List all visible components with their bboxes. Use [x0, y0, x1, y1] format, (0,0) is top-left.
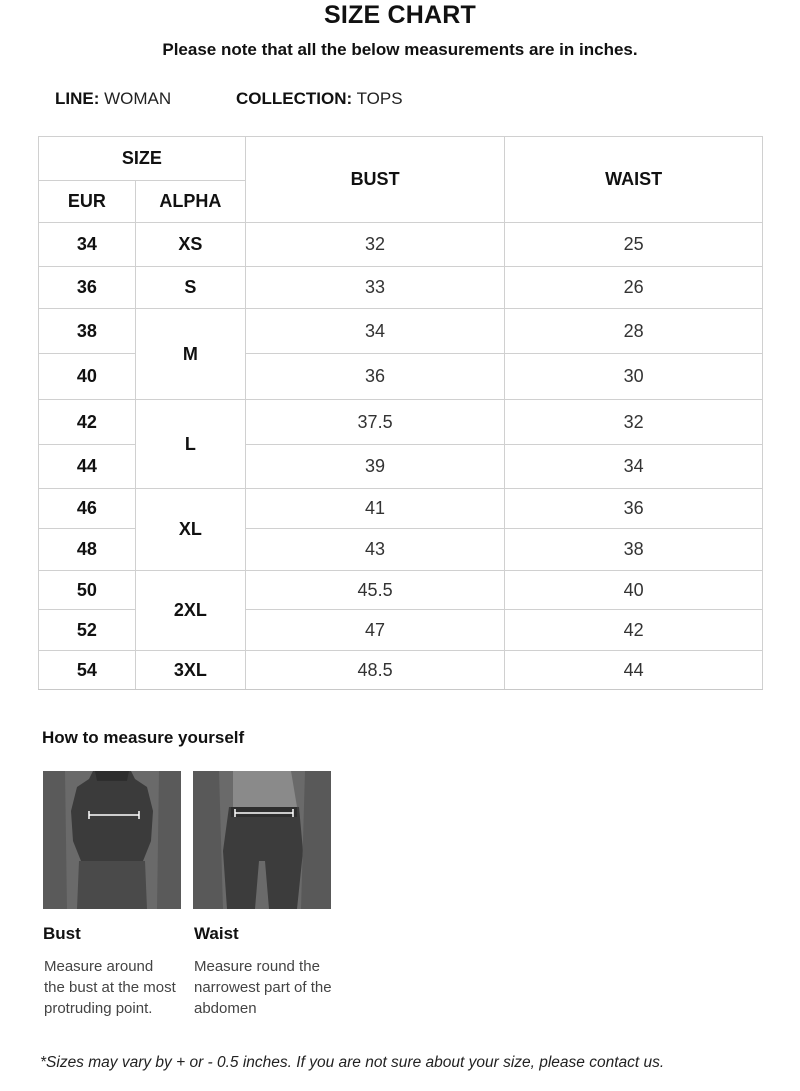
eur-header: EUR: [39, 181, 136, 223]
size-disclaimer: *Sizes may vary by + or - 0.5 inches. If you are not sure about your size, please contact us.: [40, 1054, 665, 1071]
waist-label: Waist: [194, 924, 239, 943]
alpha-cell: 2XL: [135, 571, 245, 651]
bust-measure-photo: [43, 771, 181, 909]
table-row: [39, 651, 763, 690]
waist-description: [194, 956, 332, 1019]
eur-cell: 38: [39, 309, 136, 354]
bust-cell: 32: [245, 223, 505, 267]
measurement-note: Please note that all the below measurements are in inches.: [162, 40, 638, 59]
collection-value: TOPS: [356, 89, 403, 108]
table-row: [39, 400, 763, 445]
page-title: SIZE CHART: [324, 1, 476, 29]
bust-cell: 34: [245, 309, 505, 354]
waist-cell: 32: [505, 400, 763, 445]
eur-cell: 36: [39, 267, 136, 309]
waist-description-line: Measure round the: [194, 958, 320, 975]
collection-info: [236, 88, 403, 110]
alpha-cell: XL: [135, 489, 245, 571]
waist-cell: 42: [505, 610, 763, 651]
waist-cell: 44: [505, 651, 763, 690]
table-row: [39, 489, 763, 529]
waist-header: WAIST: [505, 137, 763, 223]
eur-cell: 44: [39, 445, 136, 489]
bust-cell: 47: [245, 610, 505, 651]
size-header: SIZE: [39, 137, 246, 181]
eur-cell: 34: [39, 223, 136, 267]
eur-cell: 48: [39, 529, 136, 571]
bust-description-line: protruding point.: [44, 1000, 153, 1017]
waist-cell: 30: [505, 354, 763, 400]
eur-cell: 40: [39, 354, 136, 400]
collection-label: COLLECTION:: [236, 89, 353, 108]
bust-description-line: Measure around: [44, 958, 154, 975]
bust-cell: 41: [245, 489, 505, 529]
eur-cell: 42: [39, 400, 136, 445]
waist-cell: 28: [505, 309, 763, 354]
eur-cell: 50: [39, 571, 136, 610]
waist-cell: 38: [505, 529, 763, 571]
bust-description: [44, 956, 176, 1019]
waist-figure-icon: [193, 771, 331, 909]
alpha-cell: L: [135, 400, 245, 489]
table-row: [39, 571, 763, 610]
how-to-measure-title: How to measure yourself: [42, 728, 245, 747]
eur-cell: 46: [39, 489, 136, 529]
alpha-header: ALPHA: [135, 181, 245, 223]
eur-cell: 54: [39, 651, 136, 690]
bust-cell: 36: [245, 354, 505, 400]
bust-cell: 45.5: [245, 571, 505, 610]
bust-cell: 37.5: [245, 400, 505, 445]
waist-cell: 26: [505, 267, 763, 309]
waist-cell: 36: [505, 489, 763, 529]
line-value: WOMAN: [104, 89, 172, 108]
size-chart-table: [38, 136, 763, 690]
waist-description-line: abdomen: [194, 1000, 257, 1017]
waist-description-line: narrowest part of the: [194, 979, 332, 996]
alpha-cell: M: [135, 309, 245, 400]
bust-cell: 33: [245, 267, 505, 309]
bust-label: Bust: [43, 924, 81, 943]
bust-cell: 39: [245, 445, 505, 489]
eur-cell: 52: [39, 610, 136, 651]
alpha-cell: XS: [135, 223, 245, 267]
alpha-cell: S: [135, 267, 245, 309]
bust-header: BUST: [245, 137, 505, 223]
table-row: [39, 223, 763, 267]
waist-cell: 34: [505, 445, 763, 489]
table-row: [39, 309, 763, 354]
line-info: [55, 88, 171, 110]
bust-cell: 48.5: [245, 651, 505, 690]
waist-cell: 40: [505, 571, 763, 610]
line-label: LINE:: [55, 89, 100, 108]
bust-cell: 43: [245, 529, 505, 571]
bust-description-line: the bust at the most: [44, 979, 176, 996]
waist-measure-photo: [193, 771, 331, 909]
table-row: [39, 267, 763, 309]
alpha-cell: 3XL: [135, 651, 245, 690]
bust-figure-icon: [43, 771, 181, 909]
waist-cell: 25: [505, 223, 763, 267]
